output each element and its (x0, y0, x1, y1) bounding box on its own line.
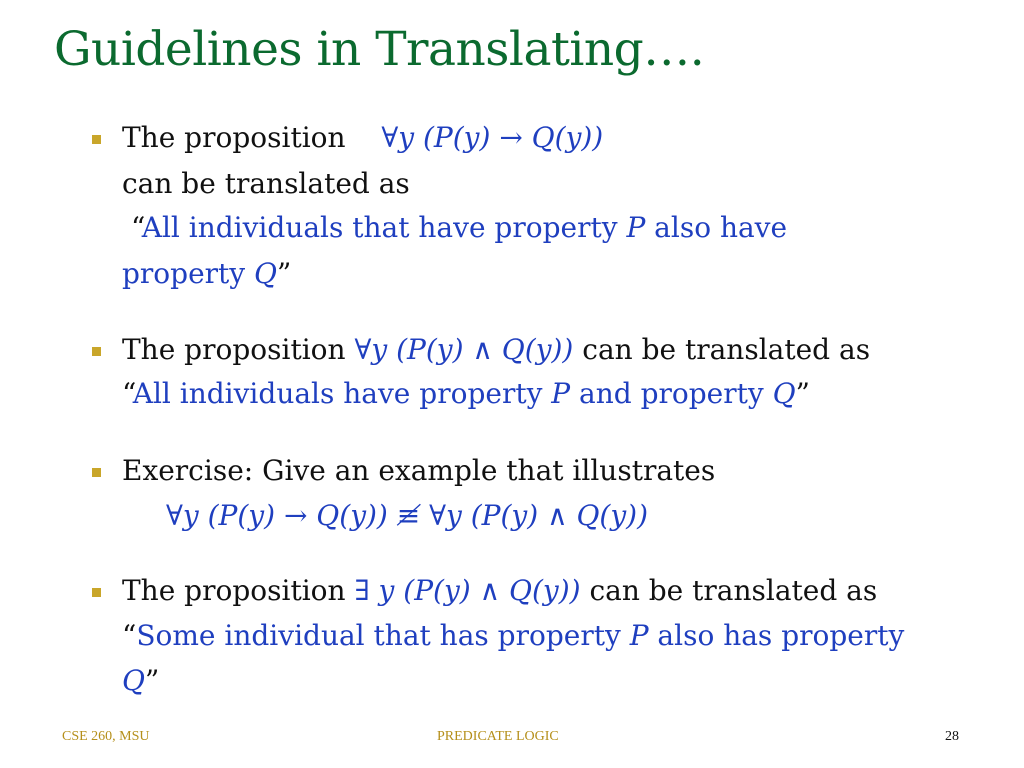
bullet-1-line-2: can be translated as (122, 167, 410, 200)
bullet-marker (92, 135, 101, 144)
bullet-3-line-1: Exercise: Give an example that illustrates (122, 454, 716, 487)
bullet-marker (92, 588, 101, 597)
footer-page-number: 28 (945, 729, 959, 744)
bullet-4-quote-line-1: “Some individual that has property P also has property (122, 619, 905, 652)
bullet-2-quote: “All individuals have property P and property Q” (122, 377, 810, 410)
bullet-2-line-1: The proposition ∀y (P(y) ∧ Q(y)) can be translated as (122, 333, 871, 366)
footer-course: CSE 260, MSU (62, 729, 150, 744)
bullet-4-formula: ∃ y (P(y) ∧ Q(y)) (354, 574, 581, 607)
bullet-2-formula: ∀y (P(y) ∧ Q(y)) (354, 333, 574, 366)
bullet-marker (92, 468, 101, 477)
bullet-1-lead: The proposition (122, 121, 346, 154)
bullet-3-formula: ∀y (P(y) → Q(y)) ≢ ∀y (P(y) ∧ Q(y)) (166, 499, 649, 532)
bullet-4-quote-line-2: Q” (122, 664, 160, 697)
bullet-marker (92, 347, 101, 356)
slide-title: Guidelines in Translating…. (54, 22, 705, 77)
bullet-1-quote-line-1: “All individuals that have property P also have (131, 211, 788, 244)
bullet-1-quote-line-2: property Q” (122, 257, 292, 290)
footer-topic: PREDICATE LOGIC (437, 729, 559, 744)
bullet-4-line-1: The proposition ∃ y (P(y) ∧ Q(y)) can be translated as (122, 574, 878, 607)
bullet-1-line-1 (122, 121, 604, 154)
bullet-1-formula: ∀y (P(y) → Q(y)) (381, 121, 604, 154)
